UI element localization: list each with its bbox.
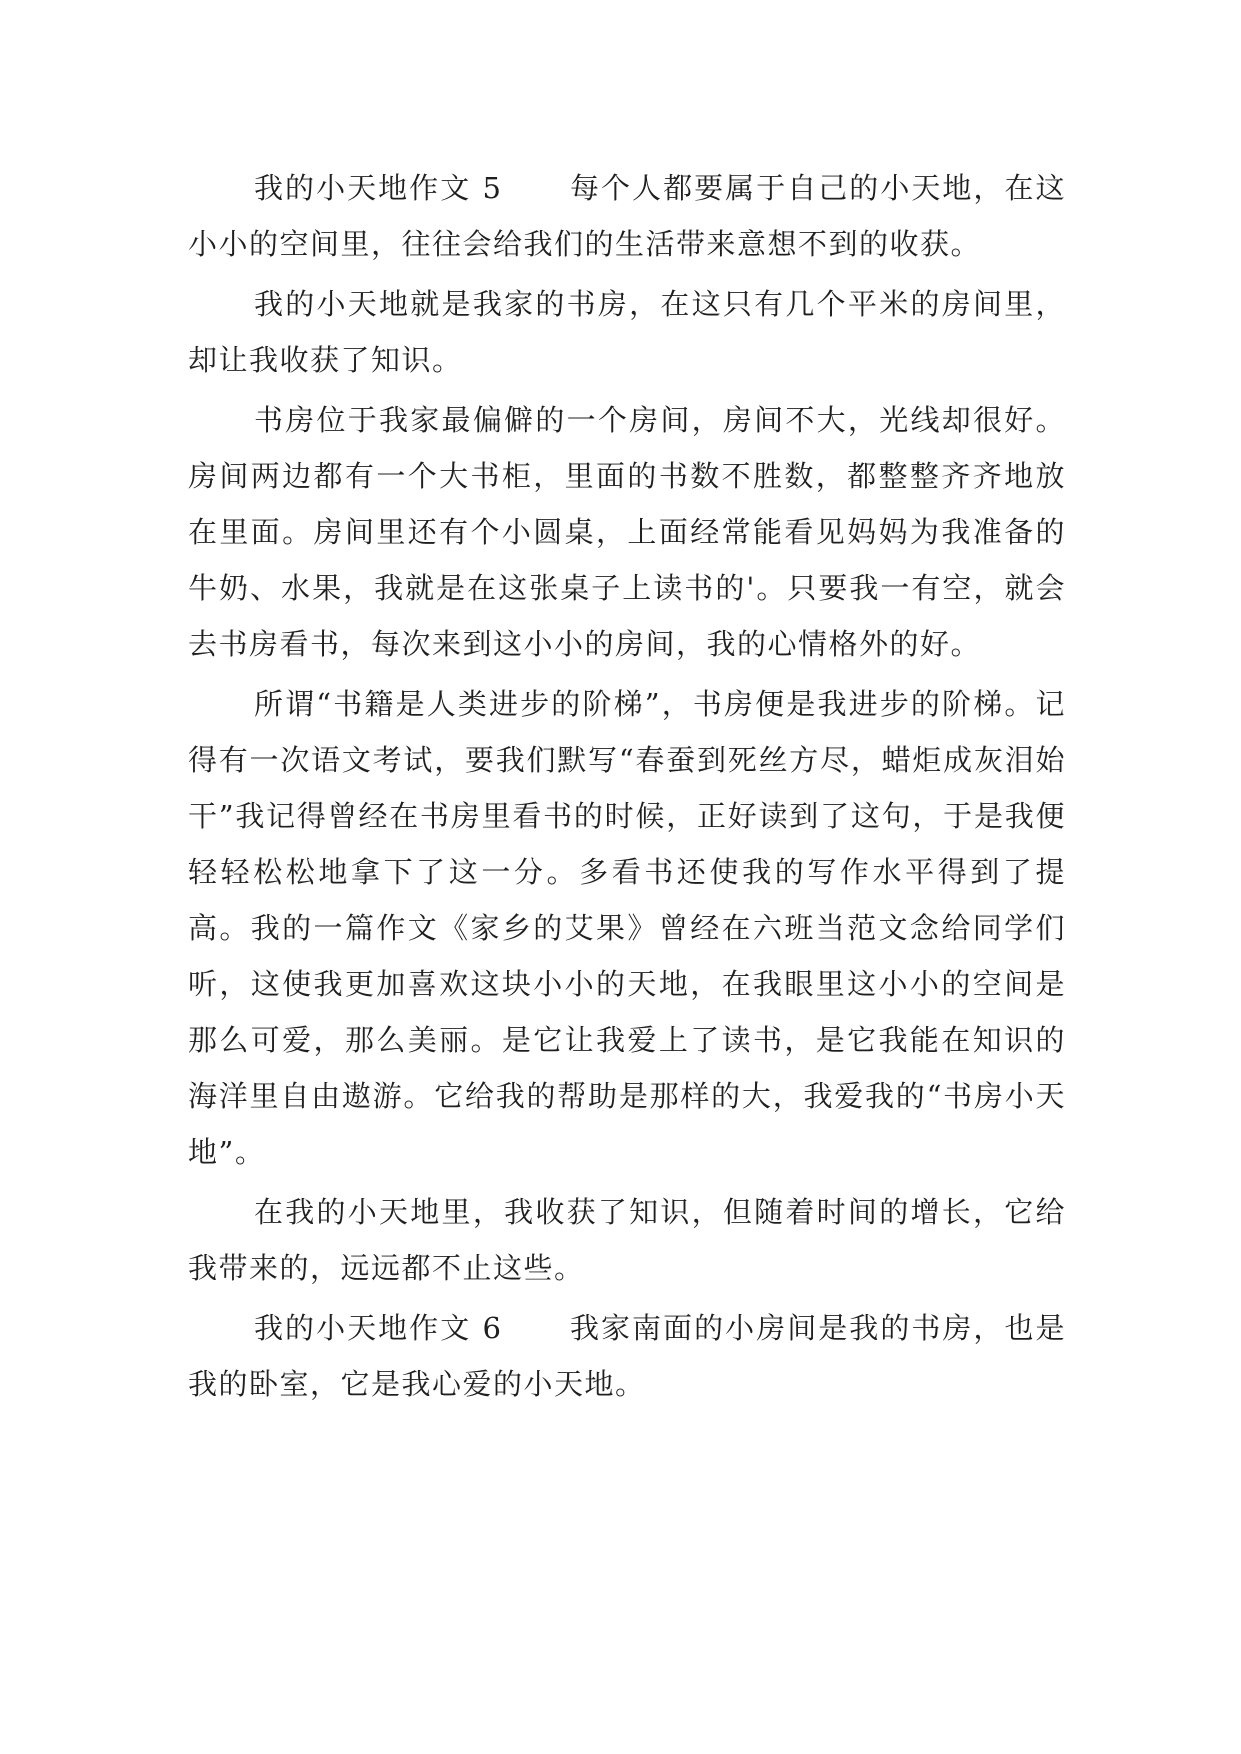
paragraph-4 bbox=[188, 676, 1066, 1180]
paragraph-1 bbox=[188, 160, 1066, 272]
paragraph-3 bbox=[188, 392, 1066, 672]
document-body bbox=[188, 160, 1066, 1416]
paragraph-text: 我家南面的小房间是我的书房，也是我的卧室，它是我心爱的小天地。 bbox=[188, 1311, 1067, 1401]
paragraph-text: 在我的小天地里，我收获了知识，但随着时间的增长，它给我带来的，远远都不止这些。 bbox=[188, 1195, 1066, 1285]
paragraph-text: 所谓“书籍是人类进步的阶梯”，书房便是我进步的阶梯。记得有一次语文考试，要我们默写“春蚕到死丝方尽，蜡炬成灰泪始干”我记得曾经在书房里看书的时候，正好读到了这句，于是我便轻轻松松地拿下了这一分。多看书还使我的写作水平得到了提高。我的一篇作文《家乡的艾果》曾经在六班当范文念给同学们听，这使我更加喜欢这块小小的天地，在我眼里这小小的空间是那么可爱，那么美丽。是它让我爱上了读书，是它我能在知识的海洋里自由遨游。它给我的帮助是那样的大，我爱我的“书房小天地”。 bbox=[188, 687, 1066, 1169]
essay-title-5: 我的小天地作文 5 bbox=[254, 171, 503, 205]
paragraph-2 bbox=[188, 276, 1066, 388]
paragraph-text: 书房位于我家最偏僻的一个房间，房间不大，光线却很好。房间两边都有一个大书柜，里面的书数不胜数，都整整齐齐地放在里面。房间里还有个小圆桌，上面经常能看见妈妈为我准备的牛奶、水果，我就是在这张桌子上读书的'。只要我一有空，就会去书房看书，每次来到这小小的房间，我的心情格外的好。 bbox=[188, 403, 1066, 661]
title-gap bbox=[502, 1311, 570, 1345]
paragraph-5 bbox=[188, 1184, 1066, 1296]
essay-title-6: 我的小天地作文 6 bbox=[254, 1311, 503, 1345]
title-gap bbox=[502, 171, 570, 205]
paragraph-6 bbox=[188, 1300, 1066, 1412]
paragraph-text: 我的小天地就是我家的书房，在这只有几个平米的房间里，却让我收获了知识。 bbox=[188, 287, 1066, 377]
paragraph-text: 每个人都要属于自己的小天地，在这小小的空间里，往往会给我们的生活带来意想不到的收获。 bbox=[188, 171, 1067, 261]
